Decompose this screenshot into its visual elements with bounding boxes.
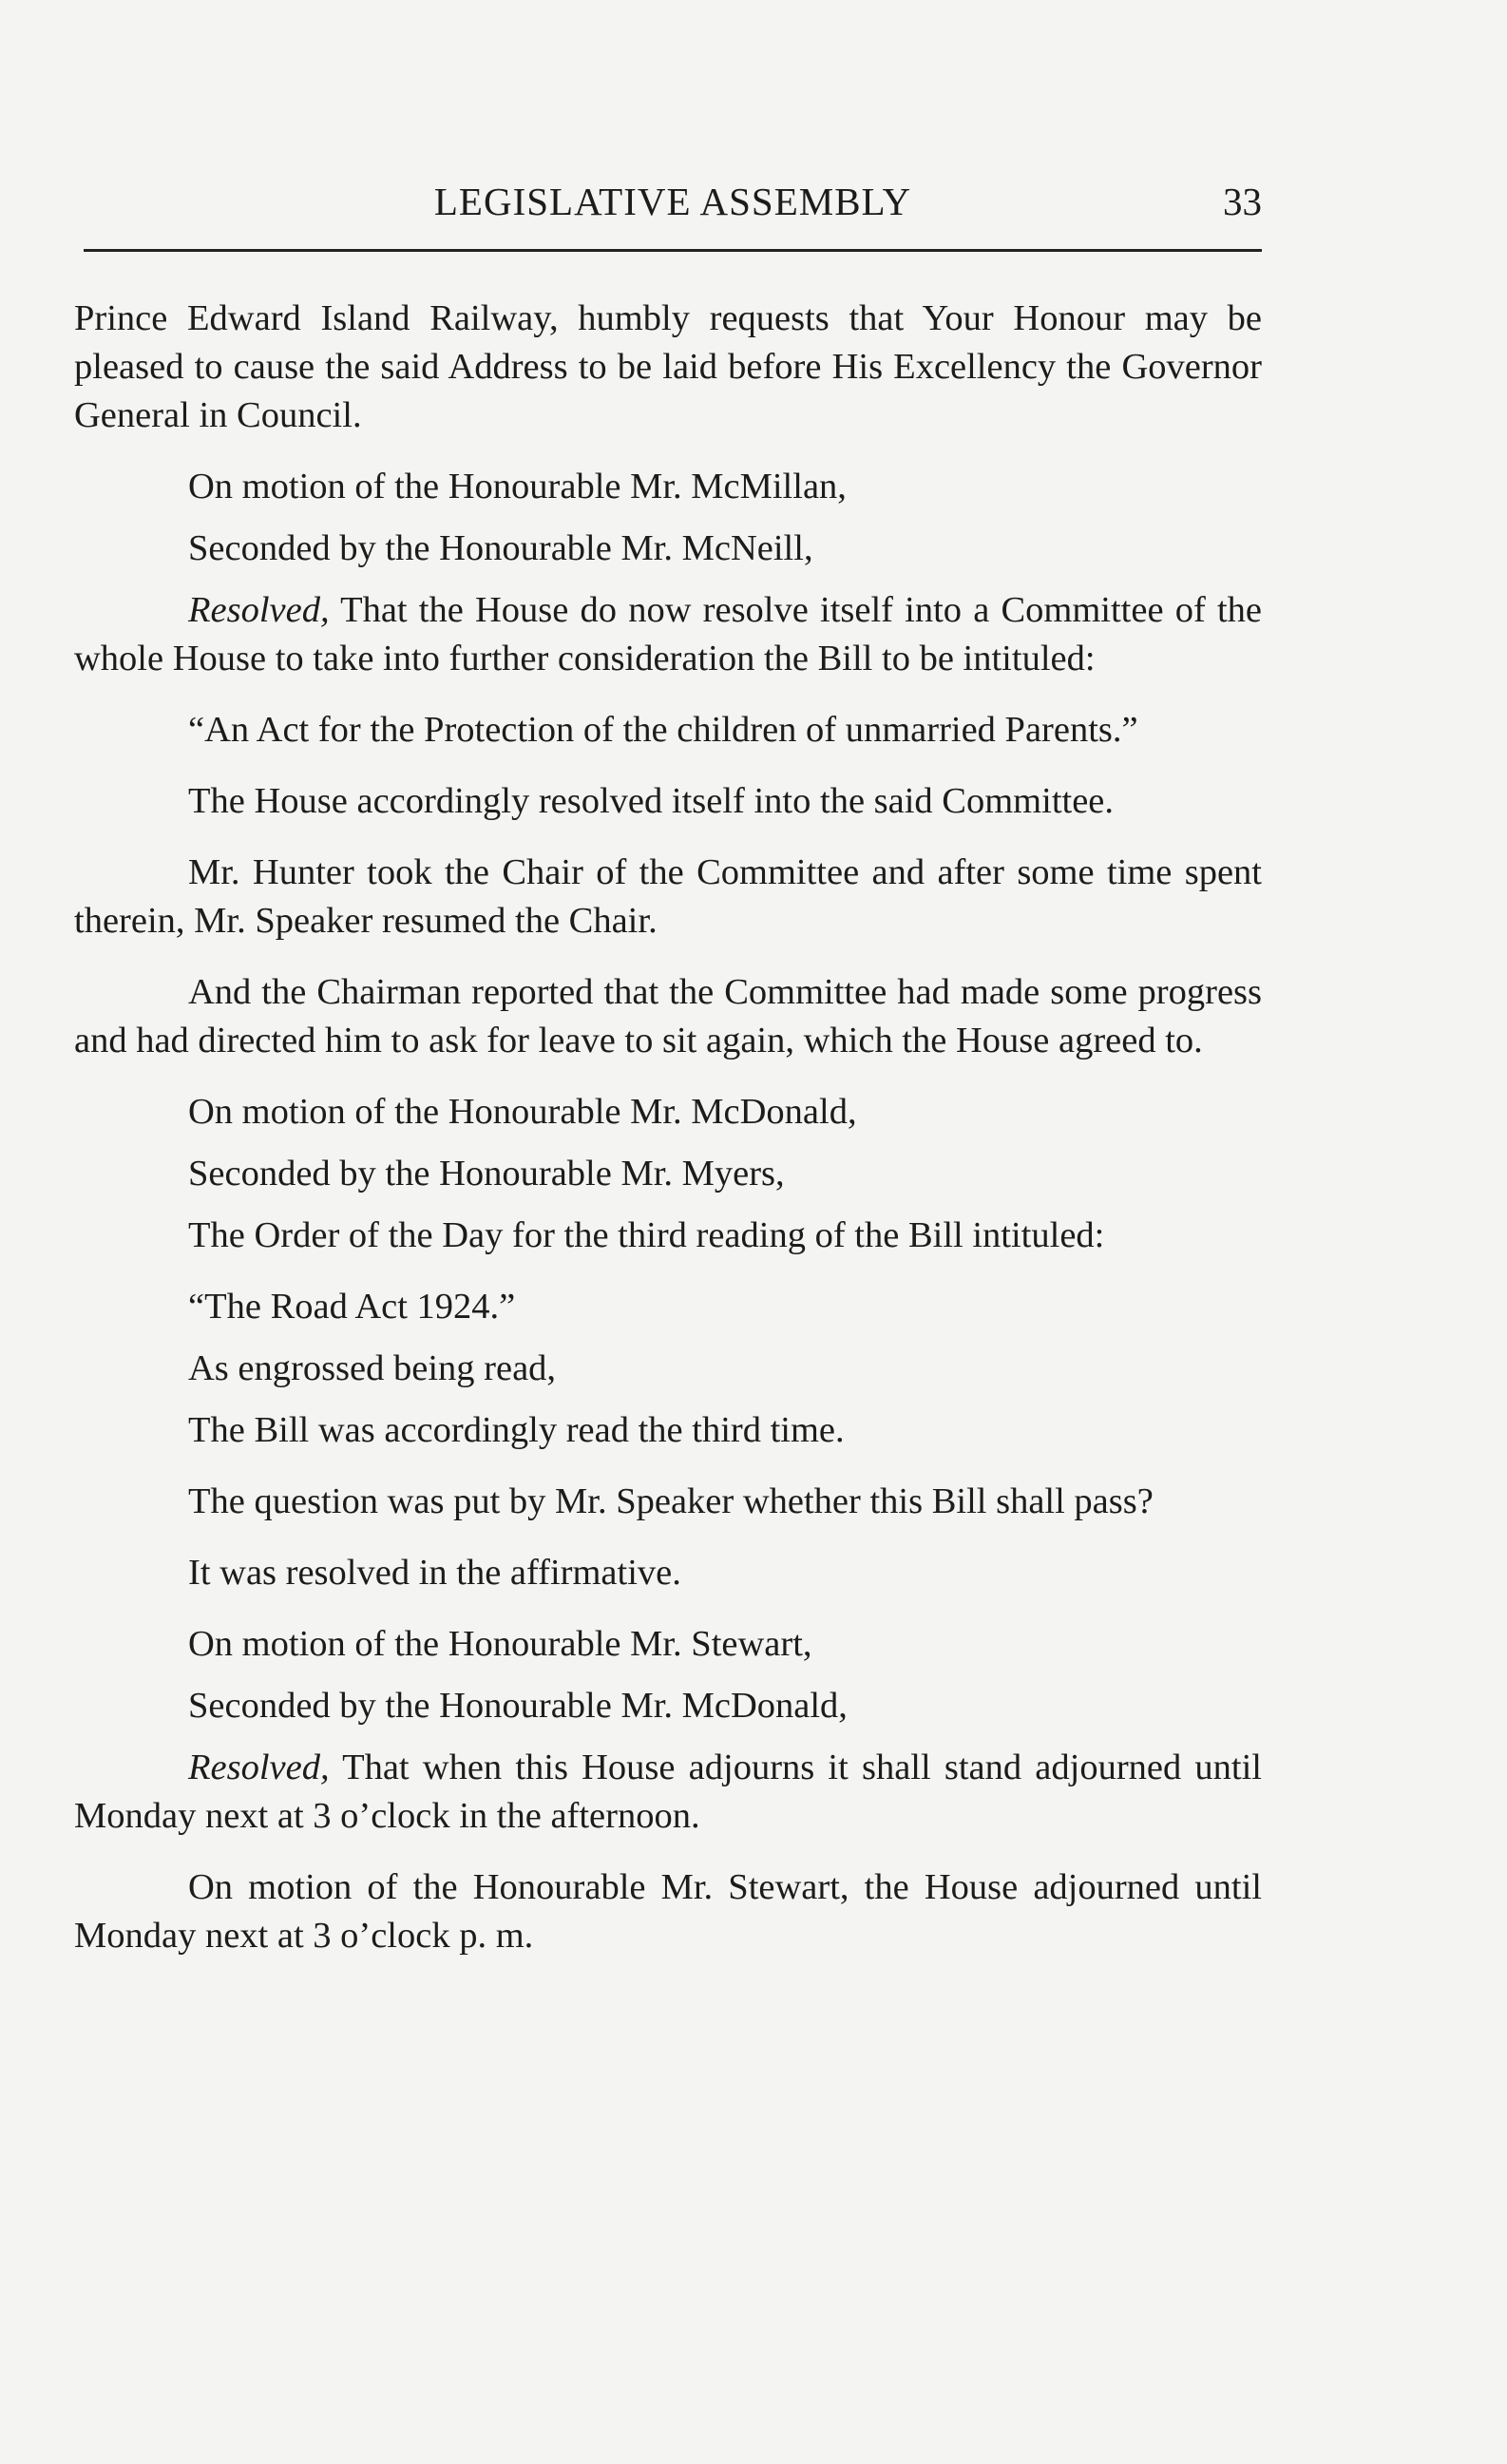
paragraph-railway-address: Prince Edward Island Railway, humbly requests that Your Honour may be pleased to cause the said Address to be laid before His Excellency the Governor General in Council.	[74, 298, 1262, 435]
paragraph-seconded-myers: Seconded by the Honourable Mr. Myers,	[188, 1154, 785, 1194]
paragraph-affirmative: It was resolved in the affirmative.	[188, 1553, 681, 1593]
page-number: 33	[1223, 180, 1262, 223]
page-header	[84, 179, 1262, 236]
body-text	[74, 295, 1262, 1983]
paragraph-motion-stewart: On motion of the Honourable Mr. Stewart,	[188, 1624, 812, 1664]
paragraph-motion-mcmillan: On motion of the Honourable Mr. McMillan,	[188, 467, 847, 506]
resolved-text: That the House do now resolve itself into a Committee of the whole House to take into further consideration the Bill to be intituled:	[74, 590, 1262, 678]
paragraph-engrossed: As engrossed being read,	[188, 1348, 557, 1388]
paragraph-house-adjourned: On motion of the Honourable Mr. Stewart, the House adjourned until Monday next at 3 o’clock p. m.	[74, 1867, 1262, 1956]
paragraph-resolved-committee	[74, 586, 1262, 683]
paragraph-resolved-adjourn	[74, 1744, 1262, 1841]
paragraph-chairman-reported: And the Chairman reported that the Committee had made some progress and had directed him to ask for leave to sit again, which the House agreed to.	[74, 972, 1262, 1060]
paragraph-hunter-chair: Mr. Hunter took the Chair of the Committee and after some time spent therein, Mr. Speaker resumed the Chair.	[74, 852, 1262, 941]
paragraph-seconded-mcdonald: Seconded by the Honourable Mr. McDonald,	[188, 1686, 848, 1726]
paragraph-question-put: The question was put by Mr. Speaker whether this Bill shall pass?	[188, 1481, 1154, 1521]
paragraph-bill-title-protection: “An Act for the Protection of the children of unmarried Parents.”	[188, 710, 1138, 750]
resolved-label: Resolved,	[188, 590, 330, 630]
document-page	[74, 0, 1262, 2464]
header-rule	[84, 249, 1262, 252]
paragraph-seconded-mcneill: Seconded by the Honourable Mr. McNeill,	[188, 528, 813, 568]
paragraph-house-resolved: The House accordingly resolved itself into the said Committee.	[188, 781, 1115, 821]
paragraph-order-of-day: The Order of the Day for the third reading of the Bill intituled:	[188, 1215, 1105, 1255]
paragraph-road-act: “The Road Act 1924.”	[188, 1287, 516, 1327]
paragraph-third-reading: The Bill was accordingly read the third time.	[188, 1410, 845, 1450]
page-title: LEGISLATIVE ASSEMBLY	[433, 180, 912, 223]
resolved-text: That when this House adjourns it shall stand adjourned until Monday next at 3 o’clock in the afternoon.	[74, 1748, 1262, 1836]
paragraph-motion-mcdonald: On motion of the Honourable Mr. McDonald,	[188, 1092, 857, 1132]
resolved-label: Resolved,	[188, 1748, 330, 1787]
